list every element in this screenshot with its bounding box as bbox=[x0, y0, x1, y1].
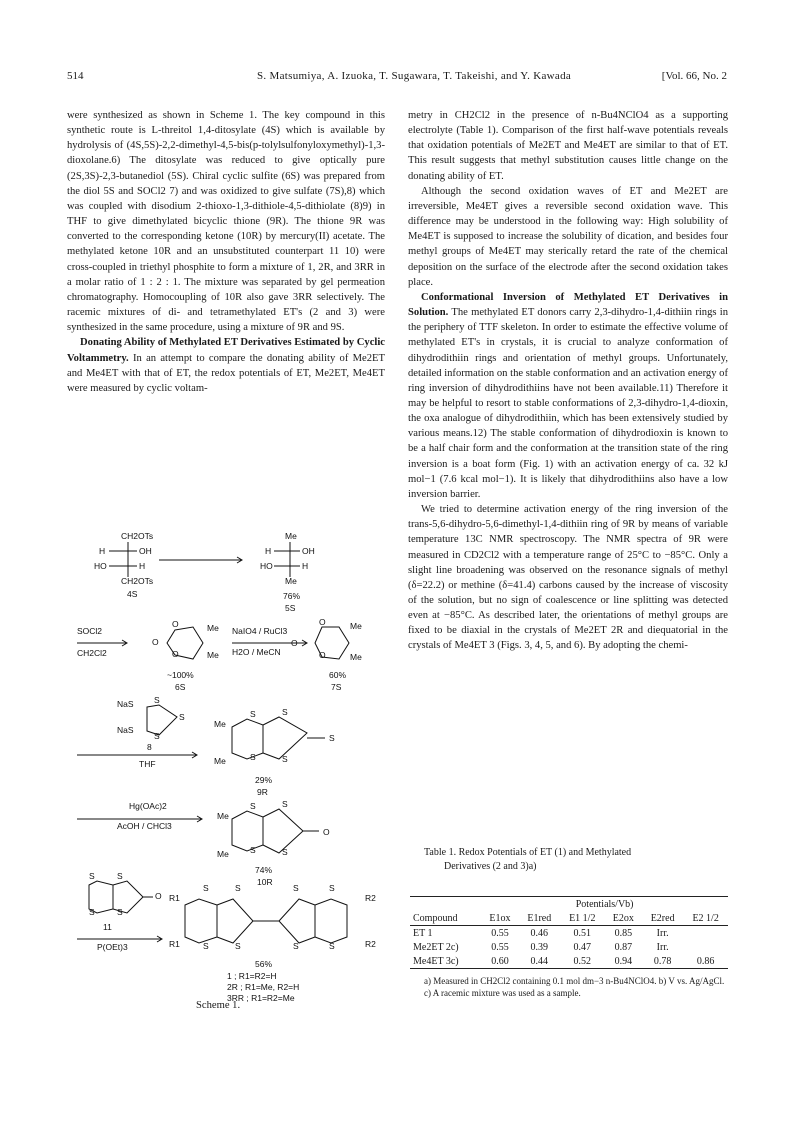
scheme-label: Me bbox=[350, 621, 362, 631]
scheme-label: S bbox=[89, 871, 95, 881]
scheme-label: 6S bbox=[175, 682, 186, 692]
scheme-label: 74% bbox=[255, 865, 273, 875]
table-cell: Me2ET 2c) bbox=[413, 941, 459, 953]
scheme-label: R1 bbox=[169, 893, 180, 903]
scheme-label: ~100% bbox=[167, 670, 194, 680]
table-spacer bbox=[410, 897, 481, 912]
scheme-label: 29% bbox=[255, 775, 273, 785]
paragraph-text: In an attempt to compare the donating ability of Me2ET and Me4ET with that of ET, the redox potentials of ET, Me2ET, Me4ET were measured by cyclic voltam- bbox=[67, 352, 385, 394]
scheme-label: 9R bbox=[257, 787, 268, 797]
redox-table bbox=[410, 896, 728, 969]
table-column-header: Compound bbox=[413, 912, 458, 924]
table-caption bbox=[424, 846, 728, 874]
scheme-label: 2R ; R1=Me, R2=H bbox=[227, 982, 300, 992]
scheme-label: R1 bbox=[169, 939, 180, 949]
scheme-label: S bbox=[282, 847, 288, 857]
scheme-label: O bbox=[319, 617, 326, 627]
table-cell: 0.52 bbox=[573, 955, 592, 967]
section-title: Donating Ability of Methylated ET Derivatives Estimated by Cyclic Voltammetry. bbox=[67, 337, 385, 364]
redox-table-block bbox=[410, 846, 728, 999]
scheme-label: 3RR ; R1=R2=Me bbox=[227, 993, 295, 1003]
scheme-label: NaS bbox=[117, 699, 134, 709]
scheme-label: Me bbox=[350, 652, 362, 662]
scheme-label: OH bbox=[139, 546, 152, 556]
table-footnote: a) Measured in CH2Cl2 containing 0.1 mol dm−3 n-Bu4NClO4. b) V vs. Ag/AgCl. c) A racemic mixture was used as a sample. bbox=[424, 976, 725, 998]
scheme-label: 11 bbox=[103, 922, 112, 932]
table-caption-line: Table 1. Redox Potentials of ET (1) and Methylated bbox=[424, 847, 632, 858]
table-row bbox=[410, 926, 728, 941]
table-column-header: E2ox bbox=[612, 912, 634, 924]
page-header bbox=[67, 70, 727, 86]
scheme-label: S bbox=[250, 845, 256, 855]
table-cell: 0.78 bbox=[653, 955, 672, 967]
scheme-label: S bbox=[250, 801, 256, 811]
scheme-label: S bbox=[117, 871, 123, 881]
scheme-label: S bbox=[282, 707, 288, 717]
scheme-label: CH2OTs bbox=[121, 576, 154, 586]
scheme-label: 56% bbox=[255, 959, 273, 969]
scheme-label: S bbox=[250, 709, 256, 719]
paragraph: metry in CH2Cl2 in the presence of n-Bu4NClO4 as a supporting electrolyte (Table 1). Comparison of the first half-wave potentials reveals that oxidation potentials of Me2ET and Me4ET are similar to that of ET. This result suggests that methyl substitution causes little change on the donating ability of ET. bbox=[408, 110, 728, 182]
scheme-label: Me bbox=[285, 531, 297, 541]
table-cell: 0.46 bbox=[530, 927, 549, 939]
scheme-label: 76% bbox=[283, 591, 301, 601]
table-cell bbox=[683, 940, 728, 954]
scheme-label: Me bbox=[207, 623, 219, 633]
table-cell: 0.39 bbox=[530, 941, 549, 953]
scheme-label: S bbox=[329, 733, 335, 743]
table-column-header: E1 1/2 bbox=[569, 912, 596, 924]
table-column-header: E1ox bbox=[489, 912, 511, 924]
scheme-label: H bbox=[265, 546, 272, 556]
table-caption-line: Derivatives (2 and 3)a) bbox=[444, 861, 537, 872]
paragraph bbox=[408, 290, 728, 502]
table-column-header: E2red bbox=[650, 912, 675, 924]
scheme-label: H bbox=[99, 546, 106, 556]
scheme-label: Me bbox=[217, 849, 229, 859]
reaction-scheme bbox=[67, 527, 385, 1022]
table-cell: 0.85 bbox=[614, 927, 633, 939]
table-column-header: E2 1/2 bbox=[692, 912, 719, 924]
table-cell: 0.86 bbox=[696, 955, 715, 967]
scheme-label: AcOH / CHCl3 bbox=[117, 821, 172, 831]
table-cell: 0.55 bbox=[491, 927, 509, 939]
scheme-label: S bbox=[235, 941, 241, 951]
scheme-label: Me bbox=[217, 811, 229, 821]
scheme-label: H bbox=[302, 561, 309, 571]
scheme-label: S bbox=[203, 941, 209, 951]
scheme-label: S bbox=[282, 799, 288, 809]
table-cell: Irr. bbox=[656, 941, 669, 953]
scheme-label: S bbox=[154, 695, 160, 705]
scheme-label: Me bbox=[285, 576, 297, 586]
scheme-label: H2O / MeCN bbox=[232, 647, 281, 657]
scheme-label: 8 bbox=[147, 742, 152, 752]
scheme-label: S bbox=[329, 883, 335, 893]
scheme-label: R2 bbox=[365, 893, 376, 903]
table-cell: 0.51 bbox=[573, 927, 592, 939]
scheme-label: S bbox=[329, 941, 335, 951]
paragraph: We tried to determine activation energy of the ring inversion of the trans-5,6-dihydro-5,6-dimethyl-1,4-dithiin ring of 9R by means of variable temperature 13C NMR spectroscopy. The NMR spectra of 9R were measured in CD2Cl2 with a temperature range of 25°C to −85°C. Only a slight line broadening was observed on the resonance signals of methyl (δ=22.2) or methine (δ=41.4) carbons caused by the increase of viscosity of the solution, but no sign of coalescence or line splitting was detected even at −85°C. As described later, the orientations of methyl groups are fixed to be diaxial in the crystals of Me2ET 2R and diequatorial in the crystals of Me4ET 3 (Figs. 3, 4, 5, and 6). By adopting the chemi- bbox=[408, 504, 728, 652]
table-cell: 0.47 bbox=[573, 941, 592, 953]
scheme-label: OH bbox=[302, 546, 315, 556]
right-column bbox=[408, 108, 728, 654]
table-cell: 0.60 bbox=[491, 955, 509, 967]
scheme-label: P(OEt)3 bbox=[97, 942, 128, 952]
paragraph-text: The methylated ET donors carry 2,3-dihydro-1,4-dithiin rings in the periphery of TTF skeleton. In order to estimate the effective volume of methylated ET's in crystals, it is crucial to analyze conformation of dihydrodithiin rings and orientation of methyl groups. Unfortunately, detailed information on the stable conformation and an activation energy of ring inversion of dihydrodithiins have not been available.11) Therefore it may be helpful to resort to stable conformations of 2,3-dihydro-1,4-dioxin, the oxa analogue of dihydrodithiin, which has been extensively studied by various means.12) The stable conformation of dihydrodioxin is known to be a half chair form and the conformation at the transition state of the ring inversion is a boat form (Fig. 1) with an activation energy of ca. 32 kJ mol−1 (7.6 kcal mol−1). It is likely that dihydrodithiins also have a low inversion barrier. bbox=[408, 307, 728, 500]
paragraph bbox=[67, 335, 385, 396]
running-authors: S. Matsumiya, A. Izuoka, T. Sugawara, T. Takeishi, and Y. Kawada bbox=[257, 70, 572, 82]
scheme-label: S bbox=[235, 883, 241, 893]
scheme-label: O bbox=[323, 827, 330, 837]
scheme-label: S bbox=[89, 907, 95, 917]
scheme-label: Me bbox=[214, 719, 226, 729]
scheme-label: THF bbox=[139, 759, 156, 769]
table-cell: Irr. bbox=[656, 927, 669, 939]
paragraph: were synthesized as shown in Scheme 1. The key compound in this synthetic route is L-threitol 1,4-ditosylate (4S) which is available by hydrolysis of (4S,5S)-2,2-dimethyl-4,5-bis(p-tolylsulfonyloxymethyl)-1,3-dioxolane.6) The ditosylate was reduced to give optically pure (2S,3S)-2,3-butanediol (5S). Chiral cyclic sulfite (6S) was prepared from the diol 5S and SOCl2 7) and was oxidized to give sulfate (7S),8) which was coupled with disodium 2-thioxo-1,3-dithiole-4,5-dithiolate (8)9) in THF to give dimethylated bicyclic thione (9R). The thione 9R was converted to the corresponding ketone (10R) by mercury(II) acetate. The methylated ketone 10R and an unsubstituted counterpart 11 10) were cross-coupled in triethyl phosphite to form a mixture of 1, 2R, and 3RR in a molar ratio of 1 : 2 : 1. The mixture was separated by gel permeation chromatography. Homocoupling of 10R also gave 3RR selectively. The racemic mixtures of di- and tetramethylated ET's (2 and 3) were synthesized in the same procedure, using a mixture of 9R and 9S. bbox=[67, 110, 385, 334]
scheme-label: S bbox=[203, 883, 209, 893]
scheme-label: CH2OTs bbox=[121, 531, 154, 541]
table-cell bbox=[683, 926, 728, 941]
table-cell: Me4ET 3c) bbox=[413, 955, 459, 967]
table-column-header: E1red bbox=[527, 912, 552, 924]
scheme-label: NaS bbox=[117, 725, 134, 735]
scheme-label: 1 ; R1=R2=H bbox=[227, 971, 277, 981]
scheme-label: 10R bbox=[257, 877, 273, 887]
scheme-label: NaIO4 / RuCl3 bbox=[232, 626, 288, 636]
page-number: 514 bbox=[67, 70, 84, 82]
scheme-label: S bbox=[250, 752, 256, 762]
scheme-label: O bbox=[152, 637, 159, 647]
scheme-label: HO bbox=[94, 561, 107, 571]
scheme-label: O bbox=[172, 649, 179, 659]
scheme-label: S bbox=[154, 731, 160, 741]
scheme-label: O bbox=[319, 650, 326, 660]
scheme-label: S bbox=[293, 941, 299, 951]
table-cell: ET 1 bbox=[413, 927, 433, 939]
scheme-label: Me bbox=[207, 650, 219, 660]
section-title: Conformational Inversion of Methylated ET Derivatives in Solution. bbox=[408, 291, 728, 319]
scheme-label: Me bbox=[214, 756, 226, 766]
scheme-label: Hg(OAc)2 bbox=[129, 801, 167, 811]
table-cell: 0.55 bbox=[491, 941, 509, 953]
scheme-label: 5S bbox=[285, 603, 296, 613]
scheme-label: 7S bbox=[331, 682, 342, 692]
table-row bbox=[410, 940, 728, 954]
scheme-caption: Scheme 1. bbox=[196, 1000, 241, 1011]
scheme-label: 60% bbox=[329, 670, 347, 680]
scheme-label: HO bbox=[260, 561, 273, 571]
scheme-label: R2 bbox=[365, 939, 376, 949]
scheme-label: O bbox=[172, 619, 179, 629]
table-cell: 0.87 bbox=[614, 941, 633, 953]
scheme-label: S bbox=[179, 712, 185, 722]
scheme-label: CH2Cl2 bbox=[77, 648, 107, 658]
journal-volume: [Vol. 66, No. 2 bbox=[661, 70, 727, 82]
scheme-label: O bbox=[155, 891, 162, 901]
scheme-label: S bbox=[282, 754, 288, 764]
table-cell: 0.44 bbox=[530, 955, 549, 967]
left-column bbox=[67, 108, 385, 396]
table-group-header: Potentials/Vb) bbox=[575, 898, 634, 910]
paragraph: Although the second oxidation waves of ET and Me2ET are irreversible, Me4ET gives a reversible second oxidation wave. This difference may be understood in the following way: High solubility of Me4ET is supposed to increase the solubility of dication, and besides four methyl groups of Me4ET may sterically retard the rate of the chemical deposition on the surface of the electrode after the second oxidation takes place. bbox=[408, 185, 728, 288]
scheme-label: S bbox=[117, 907, 123, 917]
table-cell: 0.94 bbox=[614, 955, 633, 967]
scheme-label: SOCl2 bbox=[77, 626, 103, 636]
scheme-label: O bbox=[291, 638, 298, 648]
scheme-label: H bbox=[139, 561, 146, 571]
table-row bbox=[410, 954, 728, 969]
scheme-label: S bbox=[293, 883, 299, 893]
scheme-label: 4S bbox=[127, 589, 138, 599]
